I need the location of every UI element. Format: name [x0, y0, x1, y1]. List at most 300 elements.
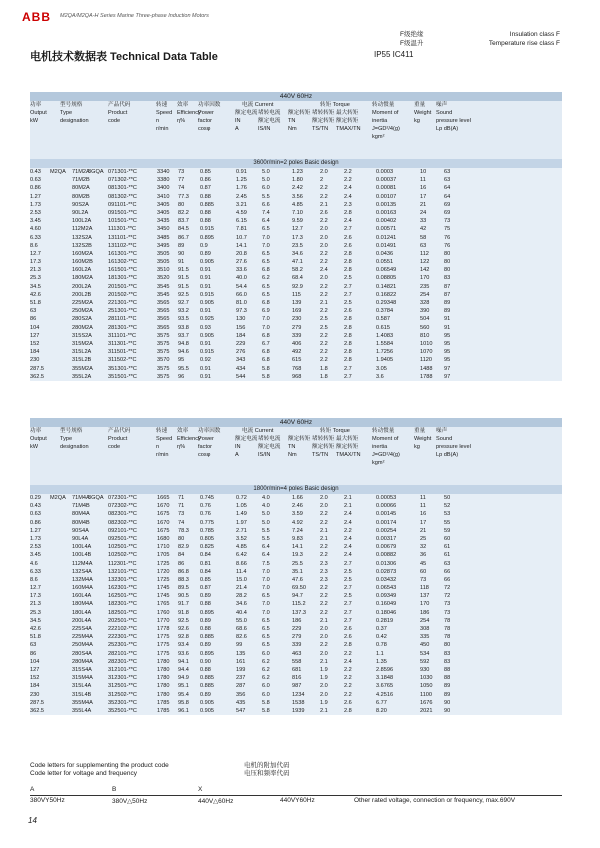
cell: 281301-**C: [108, 324, 137, 331]
header-line: designation: [60, 118, 89, 124]
cell: 1.49: [236, 511, 247, 518]
cell: 200L2A: [72, 283, 92, 290]
cell: 362.5: [30, 707, 44, 714]
cell: 434: [236, 365, 246, 372]
cell: 0.43: [30, 503, 41, 510]
table-row: [30, 266, 562, 274]
cell: 254: [420, 617, 430, 624]
cell: 2.2: [320, 283, 328, 290]
header-line: kW: [30, 118, 39, 124]
header-line: 产品代码: [108, 102, 131, 108]
cell: 115: [292, 291, 301, 298]
cell: 14.1: [292, 544, 303, 551]
cell: 21.4: [236, 585, 247, 592]
cell: 7.0: [262, 601, 270, 608]
cell: 12.7: [292, 226, 303, 233]
cell: 25.3: [30, 275, 41, 282]
cell: 86: [30, 316, 37, 323]
code-value-x: 440V△60Hz: [198, 798, 234, 805]
cell: 122: [420, 259, 430, 266]
cell: 73: [444, 601, 451, 608]
cell: 315S4A: [72, 666, 92, 673]
cell: 82.9: [178, 544, 189, 551]
cell: 279: [292, 324, 302, 331]
cell: 160M2A: [72, 250, 93, 257]
cell: 0.0003: [376, 169, 394, 175]
cell: 25.5: [292, 560, 303, 567]
cell: 78: [444, 617, 451, 624]
cell: 66: [444, 576, 451, 583]
cell: 351301-**C: [108, 365, 137, 372]
cell: 312301-**C: [108, 675, 137, 682]
cell: 88: [444, 666, 451, 673]
cell: 0.86: [30, 519, 41, 526]
table-row: [30, 625, 562, 633]
header-line: Lp dB(A): [436, 452, 459, 458]
cell: 492: [292, 349, 302, 356]
cell: 2.3: [320, 560, 328, 567]
cell: 0.06549: [376, 267, 397, 274]
cell: 161501-**C: [108, 267, 137, 274]
cell: 0.01306: [376, 560, 397, 567]
cell: 15.0: [236, 576, 247, 583]
cell: 315L2A: [72, 349, 92, 356]
cell: 21.3: [30, 267, 41, 274]
cell: 97: [444, 365, 451, 372]
cell: 0.00135: [376, 201, 397, 208]
cell: 93.8: [178, 324, 189, 331]
cell: 2.5: [344, 576, 352, 583]
cell: 1675: [157, 527, 170, 534]
cell: 160L2A: [72, 267, 92, 274]
cell: 3450: [157, 226, 170, 233]
header-col-speed: [156, 427, 172, 459]
cell: 89.5: [178, 585, 189, 592]
cell: 0.92: [200, 357, 211, 364]
header-col-type: [60, 427, 89, 451]
cell: 2.2: [320, 552, 328, 559]
cell: 0.78: [376, 642, 387, 649]
header-line: cosφ: [198, 452, 211, 458]
header-line: 重量: [414, 428, 426, 434]
cell: 8.20: [376, 707, 387, 714]
header-col-pf: [198, 101, 220, 133]
header-col-tmax: [336, 435, 361, 459]
cell: 1234: [292, 691, 305, 698]
cell: 89: [444, 691, 451, 698]
header-col-tn: [288, 435, 310, 459]
cell: 3GQA: [88, 495, 104, 501]
cell: 2: [320, 177, 324, 184]
cell: 58: [420, 234, 427, 241]
cell: 2.2: [320, 601, 328, 608]
cell: 88: [444, 675, 451, 682]
cell: 3575: [157, 365, 170, 372]
table-row: [30, 209, 562, 217]
cell: 11.4: [236, 568, 247, 575]
cell: 25: [420, 535, 427, 542]
cell: 2.6: [344, 234, 352, 241]
header-line: Nm: [288, 126, 297, 132]
cell: 89: [444, 683, 451, 690]
cell: 6.4: [262, 552, 270, 559]
cell: 6.9: [262, 308, 270, 315]
cell: 200L2B: [72, 291, 92, 298]
cell: 229: [236, 340, 246, 347]
cell: 1676: [420, 699, 433, 706]
cell: 4.2516: [376, 691, 394, 698]
cell: 91: [178, 259, 185, 266]
table-row: [30, 527, 562, 535]
cell: 127: [30, 332, 40, 339]
header-line: n: [156, 118, 160, 124]
cell: 3.52: [236, 535, 247, 542]
cell: 2.0: [320, 634, 328, 641]
cell: 2.0: [320, 503, 328, 510]
cell: 6.2: [262, 658, 270, 665]
cell: 6.5: [262, 617, 270, 624]
header-line: IN: [235, 118, 241, 124]
cell: 280S2A: [72, 316, 92, 323]
cell: 225S4A: [72, 626, 92, 632]
header-line: designation: [60, 444, 89, 450]
cell: 2.0: [320, 683, 328, 690]
cell: 92.5: [178, 617, 189, 624]
cell: 1120: [420, 357, 433, 364]
cell: 276: [236, 349, 246, 356]
technical-table-2: [30, 418, 562, 715]
cell: 2.5: [344, 300, 352, 306]
cell: 132101-**C: [108, 568, 137, 575]
cell: 2.42: [292, 185, 303, 192]
cell: 0.89: [200, 593, 211, 600]
cell: 3575: [157, 332, 170, 339]
cell: 71M4B: [72, 503, 90, 510]
cell: 1780: [157, 683, 170, 690]
cell: 7.5: [262, 560, 270, 567]
cell: 170: [420, 275, 430, 282]
cell: 6.5: [262, 226, 270, 233]
cell: 181301-**C: [108, 275, 137, 282]
cell: 74: [178, 185, 185, 192]
cell: 3400: [157, 185, 170, 192]
cell: 16: [420, 185, 427, 192]
cell: 1.25: [236, 177, 247, 184]
table-row: [30, 373, 562, 381]
cell: 71M2B: [72, 177, 90, 184]
cell: 12.7: [30, 585, 41, 592]
cell: 1.27: [30, 193, 41, 200]
cell: 182301-**C: [108, 601, 137, 608]
cell: 0.29348: [376, 300, 397, 306]
cell: 072302-**C: [108, 503, 137, 510]
header-line: Power: [198, 436, 214, 442]
cell: 2.2: [320, 593, 328, 600]
cell: 6.4: [262, 218, 270, 225]
cell: 0.2819: [376, 617, 394, 624]
cell: 6.0: [262, 185, 270, 192]
cell: 1775: [157, 642, 170, 649]
cell: 2.2: [320, 193, 328, 200]
cell: 9.59: [292, 218, 303, 225]
cell: 2.8: [344, 357, 352, 364]
cell: 87: [444, 283, 451, 290]
cell: 311101-**C: [108, 332, 137, 339]
cell: 2.4: [344, 193, 352, 200]
cell: 1778: [157, 626, 170, 632]
header-col-tn: [288, 109, 310, 133]
table-row: [30, 234, 562, 242]
cell: 91.5: [178, 275, 189, 282]
cell: 180M2A: [72, 275, 93, 282]
header-col-tmax: [336, 109, 361, 133]
cell: 90S4A: [72, 527, 89, 534]
cell: 1.73: [30, 201, 41, 208]
cell: 0.76: [200, 511, 211, 518]
cell: 84: [178, 552, 185, 559]
table-row: [30, 217, 562, 225]
cell: 615: [292, 357, 302, 364]
cell: 356: [236, 691, 246, 698]
cell: 17.3: [30, 259, 41, 266]
header-line: 堵转电流: [258, 436, 281, 442]
cell: 63: [444, 169, 451, 175]
cell: 95.4: [178, 691, 189, 698]
cell: 6.8: [262, 300, 270, 306]
cell: 1725: [157, 560, 170, 567]
cell: 0.00145: [376, 511, 397, 518]
cell: 96.1: [178, 707, 189, 714]
cell: 53: [444, 511, 451, 518]
cell: 312101-**C: [108, 666, 137, 673]
cell: 5.8: [262, 699, 270, 706]
cell: 2.2: [344, 683, 352, 690]
cell: 3435: [157, 218, 170, 225]
header-col-inertia: [372, 101, 400, 141]
page-header: [22, 10, 582, 26]
cell: 2.1: [320, 201, 328, 208]
header-line: 转速: [156, 102, 168, 108]
header-line: Type: [60, 436, 73, 442]
cell: 2.2: [344, 177, 352, 184]
cell: 547: [236, 707, 246, 714]
cell: 1010: [420, 340, 433, 347]
table-row: [30, 502, 562, 510]
cell: 0.745: [200, 495, 214, 501]
cell: 1.9: [320, 675, 328, 682]
cell: 101501-**C: [108, 218, 137, 225]
cell: 115.2: [292, 601, 306, 608]
cell: 0.915: [200, 291, 214, 298]
table-row: [30, 699, 562, 707]
cell: 0.785: [200, 527, 214, 534]
cell: 091501-**C: [108, 209, 137, 216]
cell: 73: [178, 511, 185, 518]
cell: 1780: [157, 666, 170, 673]
cell: 0.01491: [376, 242, 397, 249]
cell: 0.76: [200, 503, 211, 510]
cell: 0.88: [200, 193, 211, 200]
header-line: r/min: [156, 126, 169, 132]
cell: 0.89: [200, 617, 211, 624]
cell: 0.825: [200, 544, 214, 551]
cell: 1.9: [320, 699, 328, 706]
cell: 0.885: [200, 201, 214, 208]
header-line: Product: [108, 436, 128, 442]
design-row: 1800r/min=4 poles Basic design: [30, 485, 562, 494]
cell: 142: [420, 267, 430, 274]
cell: 0.87: [200, 185, 211, 192]
header-line: 最大转矩: [336, 436, 359, 442]
cell: 3GQA: [88, 169, 104, 175]
cell: 42.6: [30, 291, 41, 298]
cell: 3565: [157, 324, 170, 331]
cell: 131101-**C: [108, 234, 137, 241]
cell: 45: [420, 560, 427, 567]
cell: 071302-**C: [108, 177, 137, 184]
cell: 2.2: [344, 666, 352, 673]
cell: 95: [444, 340, 451, 347]
cell: 1.27: [30, 527, 41, 534]
cell: 3565: [157, 316, 170, 323]
cell: 1665: [157, 495, 170, 501]
cell: 11: [420, 177, 426, 184]
cell: 84.5: [178, 226, 189, 233]
cell: 2.2: [320, 609, 328, 616]
cell: 201501-**C: [108, 283, 137, 290]
code-value-y: 440VY60Hz: [280, 797, 315, 804]
cell: 89: [178, 242, 185, 249]
cell: 91.8: [178, 609, 189, 616]
cell: 0.85: [200, 576, 211, 583]
header-line: 额定电流: [258, 444, 281, 450]
cell: 74: [178, 519, 185, 526]
cell: 1705: [157, 552, 170, 559]
cell: 63: [444, 177, 451, 184]
cell: 0.895: [200, 650, 214, 657]
cell: 40.0: [236, 275, 247, 282]
cell: 10.7: [236, 234, 247, 241]
cell: 2.2: [320, 250, 328, 257]
header-line: J=GD²/4(g): [372, 126, 400, 132]
cell: 2.7: [344, 617, 352, 624]
cell: 1538: [292, 699, 305, 706]
cell: 1745: [157, 593, 170, 600]
cell: 2.1: [320, 535, 328, 542]
cell: 308: [420, 626, 430, 632]
cell: 592: [420, 658, 430, 665]
cell: 0.08805: [376, 275, 397, 282]
cell: 2.4: [344, 535, 352, 542]
cell: 1775: [157, 634, 170, 641]
cell: 6.77: [376, 699, 387, 706]
cell: 3405: [157, 201, 170, 208]
cell: 5.0: [262, 169, 270, 175]
cell: 17.3: [30, 593, 41, 600]
cell: 252301-**C: [108, 642, 137, 649]
cell: 7.0: [262, 609, 270, 616]
cell: 63: [30, 642, 37, 649]
cell: 0.9: [200, 242, 208, 249]
header-line: 型号规格: [60, 102, 83, 108]
table-row: [30, 307, 562, 315]
cell: 230: [292, 316, 302, 323]
cell: 5.5: [262, 193, 270, 200]
cell: 0.09349: [376, 593, 397, 600]
footnote-en-2: Code letter for voltage and frequency: [30, 770, 137, 777]
cell: 0.915: [200, 226, 214, 233]
cell: 3565: [157, 308, 170, 315]
cell: 0.00571: [376, 226, 397, 233]
header-line: Weight: [414, 110, 432, 116]
cell: 50: [444, 495, 451, 501]
header-line: 额定转矩: [336, 118, 359, 124]
cell: 8.6: [30, 576, 38, 583]
cell: 25.3: [30, 609, 41, 616]
cell: 0.885: [200, 675, 214, 682]
header-line: 额定转矩: [288, 436, 311, 442]
cell: 42: [420, 226, 427, 233]
cell: 0.72: [236, 495, 247, 501]
cell: 315L4A: [72, 683, 92, 690]
cell: 1780: [157, 675, 170, 682]
cell: 0.91: [200, 365, 211, 372]
cell: 2.2: [320, 585, 328, 592]
cell: 69: [444, 209, 451, 216]
cell: 6.5: [262, 642, 270, 649]
cell: 534: [420, 650, 430, 657]
table-body: [30, 494, 562, 715]
cell: 47.1: [292, 259, 303, 266]
header-col-weight: [414, 427, 431, 451]
cell: 558: [292, 658, 302, 665]
cell: 6.15: [236, 218, 247, 225]
cell: 355L2A: [72, 373, 92, 380]
code-value-b: 380V△50Hz: [112, 798, 148, 805]
cell: 1.5584: [376, 340, 394, 347]
cell: 2.71: [236, 527, 247, 534]
cell: 4.59: [236, 209, 247, 216]
header-line: 噪声: [436, 428, 448, 434]
cell: 71M4A: [72, 495, 90, 501]
cell: 5.0: [262, 519, 270, 526]
cell: 335: [420, 634, 430, 641]
cell: 77: [178, 177, 185, 184]
cell: 7.0: [262, 576, 270, 583]
cell: 80M4A: [72, 511, 90, 518]
table-row: [30, 315, 562, 323]
cell: 2.7: [344, 283, 352, 290]
cell: 810: [420, 332, 430, 339]
cell: 816: [292, 675, 302, 682]
cell: 2.3: [320, 568, 328, 575]
cell: 2.1: [320, 658, 328, 665]
cell: 63: [30, 308, 37, 315]
cell: 83: [444, 658, 451, 665]
cell: 93.5: [178, 316, 189, 323]
header-line: 转矩 Torque: [320, 428, 350, 434]
cell: 137.3: [292, 609, 306, 616]
cell: 92.9: [292, 283, 303, 290]
table-row: [30, 299, 562, 307]
cell: 1780: [157, 658, 170, 665]
cell: 315M4A: [72, 675, 93, 682]
table-row: [30, 584, 562, 592]
cell: 94.6: [178, 349, 189, 356]
table-row: [30, 291, 562, 299]
cell: 0.00163: [376, 209, 397, 216]
cell: 95: [444, 349, 451, 356]
